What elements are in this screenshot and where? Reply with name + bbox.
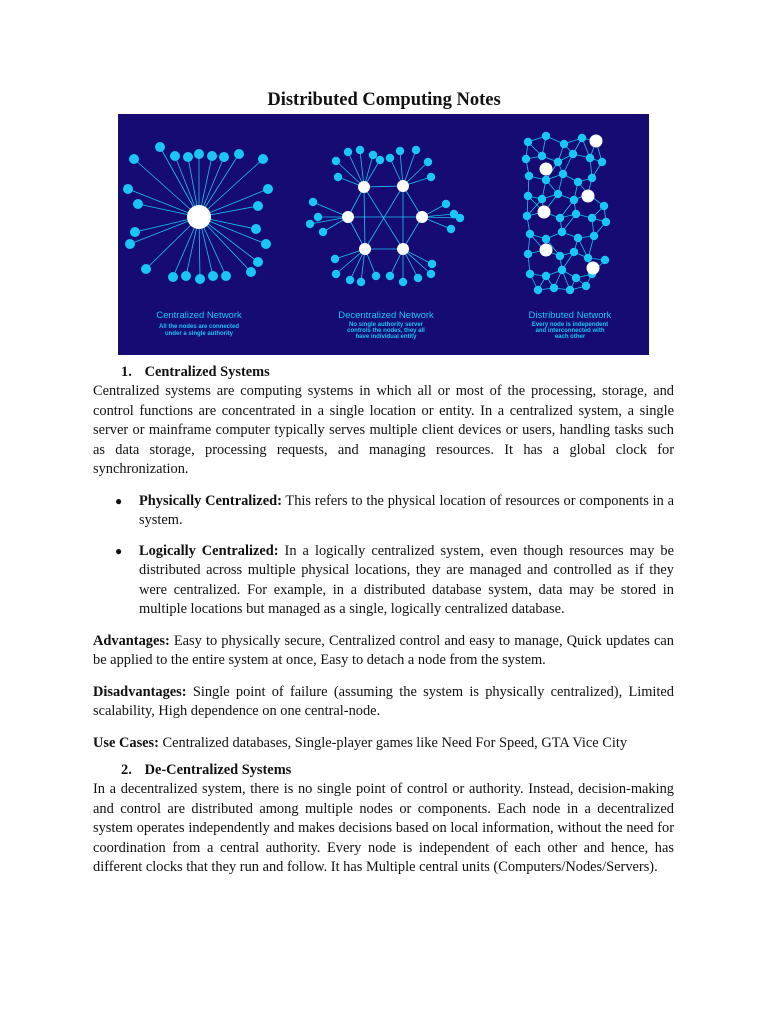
bullet-term: Logically Centralized:: [139, 542, 279, 559]
distributed-node: [542, 176, 550, 184]
distributed-node: [542, 272, 550, 280]
disadvantages-paragraph: [93, 683, 674, 722]
distributed-node: [598, 158, 606, 166]
decentralized-leaf-node: [331, 255, 339, 263]
decentralized-leaf-node: [319, 228, 327, 236]
centralized-leaf-node: [183, 152, 193, 162]
decentralized-leaf-node: [456, 214, 464, 222]
decentralized-leaf-node: [309, 198, 317, 206]
distributed-node: [602, 218, 610, 226]
distributed-node: [600, 202, 608, 210]
distributed-node: [523, 212, 531, 220]
network-edge: [364, 187, 365, 249]
distributed-server-node: [540, 244, 553, 257]
advantages-text: Easy to physically secure, Centralized control and easy to manage, Quick updates can be applied to the entire system at once, Easy to detach a node from the system.: [93, 632, 674, 668]
decentralized-leaf-node: [442, 200, 450, 208]
bullet-marker: ●: [115, 543, 123, 558]
centralized-bullet-list: [93, 492, 674, 620]
caption-decentralized-sub2: controls the nodes, they all: [347, 328, 425, 334]
distributed-node: [574, 234, 582, 242]
decentralized-hub-node: [342, 211, 354, 223]
section-heading-text: De-Centralized Systems: [144, 762, 292, 778]
caption-centralized-title: Centralized Network: [156, 310, 242, 321]
distributed-node: [524, 250, 532, 258]
decentralized-leaf-node: [428, 260, 436, 268]
disadvantages-text: Single point of failure (assuming the system is physically centralized), Limited scalability, High dependence on one central-node.: [93, 683, 674, 719]
network-edge: [134, 159, 199, 217]
decentralized-leaf-node: [372, 272, 380, 280]
distributed-node: [566, 286, 574, 294]
distributed-node: [522, 155, 530, 163]
disadvantages-label: Disadvantages:: [93, 683, 187, 700]
decentralized-leaf-node: [314, 213, 322, 221]
centralized-leaf-node: [251, 224, 261, 234]
network-diagram: [118, 114, 649, 355]
centralized-leaf-node: [194, 149, 204, 159]
decentralized-hub-node: [397, 180, 409, 192]
caption-distributed-sub2: and interconnected with: [535, 328, 605, 334]
use-cases-label: Use Cases:: [93, 734, 159, 751]
distributed-server-node: [540, 163, 553, 176]
caption-centralized-sub2: under a single authority: [164, 331, 234, 337]
centralized-leaf-node: [130, 227, 140, 237]
caption-decentralized-sub1: No single authority server: [348, 322, 424, 328]
decentralized-leaf-node: [386, 154, 394, 162]
bullet-term: Physically Centralized:: [139, 492, 282, 509]
centralized-leaf-node: [221, 271, 231, 281]
decentralized-leaf-node: [414, 274, 422, 282]
distributed-node: [570, 196, 578, 204]
distributed-node: [542, 235, 550, 243]
centralized-leaf-node: [123, 184, 133, 194]
distributed-node: [570, 248, 578, 256]
distributed-node: [542, 132, 550, 140]
caption-decentralized-title: Decentralized Network: [338, 310, 434, 321]
network-types-figure: [118, 114, 649, 355]
use-cases-paragraph: [93, 734, 674, 754]
caption-distributed-sub1: Every node is independent: [531, 322, 609, 328]
centralized-leaf-node: [253, 257, 263, 267]
centralized-leaf-node: [129, 154, 139, 164]
centralized-leaf-node: [168, 272, 178, 282]
decentralized-leaf-node: [369, 151, 377, 159]
bullet-text: In a logically centralized system, even though resources may be distributed across multiple physical locations, they are managed and controlled as if they were centralized. For example, in a distributed database system, data may be stored in multiple locations but managed as a single, logically centralized database.: [139, 542, 674, 617]
centralized-leaf-node: [208, 271, 218, 281]
section-heading-text: Centralized Systems: [144, 364, 270, 380]
decentralized-leaf-node: [386, 272, 394, 280]
distributed-server-node: [590, 135, 603, 148]
distributed-node: [578, 134, 586, 142]
distributed-node: [538, 195, 546, 203]
distributed-server-node: [587, 262, 600, 275]
distributed-node: [524, 192, 532, 200]
centralized-hub-node: [187, 205, 211, 229]
section-number: 1.: [121, 364, 132, 380]
distributed-node: [524, 138, 532, 146]
caption-distributed-sub3: each other: [554, 334, 586, 340]
advantages-label: Advantages:: [93, 632, 170, 649]
bullet-text: This refers to the physical location of resources or components in a system.: [139, 492, 674, 528]
decentralized-leaf-node: [332, 270, 340, 278]
decentralized-leaf-node: [306, 220, 314, 228]
decentralized-leaf-node: [344, 148, 352, 156]
distributed-node: [554, 158, 562, 166]
caption-decentralized-sub3: have individual entity: [355, 334, 417, 340]
distributed-node: [574, 178, 582, 186]
distributed-node: [558, 228, 566, 236]
distributed-node: [525, 172, 533, 180]
centralized-leaf-node: [141, 264, 151, 274]
distributed-node: [558, 266, 566, 274]
document-body: [93, 362, 674, 878]
use-cases-text: Centralized databases, Single-player games like Need For Speed, GTA Vice City: [158, 734, 628, 751]
distributed-node: [538, 152, 546, 160]
decentralized-leaf-node: [427, 173, 435, 181]
document-title: Distributed Computing Notes: [267, 90, 501, 110]
network-edge: [199, 159, 263, 217]
decentralized-leaf-node: [412, 146, 420, 154]
centralized-leaf-node: [219, 152, 229, 162]
decentralized-leaf-node: [396, 147, 404, 155]
distributed-node: [590, 232, 598, 240]
distributed-node: [586, 154, 594, 162]
distributed-node: [588, 174, 596, 182]
centralized-leaf-node: [263, 184, 273, 194]
decentralized-hub-node: [397, 243, 409, 255]
decentralized-hub-node: [416, 211, 428, 223]
distributed-node: [556, 252, 564, 260]
advantages-paragraph: [93, 632, 674, 671]
distributed-node: [526, 270, 534, 278]
distributed-server-node: [538, 206, 551, 219]
section-number: 2.: [121, 762, 132, 778]
centralized-leaf-node: [133, 199, 143, 209]
distributed-node: [550, 284, 558, 292]
decentralized-leaf-node: [424, 158, 432, 166]
decentralized-leaf-node: [357, 278, 365, 286]
distributed-node: [601, 256, 609, 264]
decentralized-hub-node: [359, 243, 371, 255]
distributed-node: [554, 190, 562, 198]
decentralized-leaf-node: [376, 156, 384, 164]
distributed-server-node: [582, 190, 595, 203]
decentralized-leaf-node: [447, 225, 455, 233]
distributed-node: [556, 214, 564, 222]
distributed-node: [572, 274, 580, 282]
decentralized-leaf-node: [334, 173, 342, 181]
decentralized-intro-paragraph: In a decentralized system, there is no single point of control or authority. Instead, decision-making and control are distributed among multiple nodes or components. Each node in a decentralized system operates independently and makes decisions based on local information, without the need for coordination from a central authority. Every node is independent of each other and hence, has different clocks that they run and follow. It has Multiple central units (Computers/Nodes/Servers).: [93, 781, 674, 875]
caption-centralized-sub1: All the nodes are connected: [158, 324, 240, 330]
distributed-node: [534, 286, 542, 294]
centralized-leaf-node: [234, 149, 244, 159]
distributed-node: [526, 230, 534, 238]
section-heading-centralized: [93, 362, 674, 382]
decentralized-hub-node: [358, 181, 370, 193]
centralized-leaf-node: [155, 142, 165, 152]
distributed-node: [572, 210, 580, 218]
centralized-leaf-node: [261, 239, 271, 249]
bullet-physically-centralized: [115, 492, 674, 531]
centralized-leaf-node: [253, 201, 263, 211]
centralized-intro-paragraph: Centralized systems are computing systems in which all or most of the processing, storage, and control functions are concentrated in a single location or entity. In a centralized system, a single server or mainframe computer typically serves multiple client devices or users, handling tasks such as data storage, processing requests, and managing resources. It has a global clock for synchronization.: [93, 383, 674, 477]
decentralized-leaf-node: [399, 278, 407, 286]
decentralized-leaf-node: [427, 270, 435, 278]
distributed-node: [582, 282, 590, 290]
centralized-leaf-node: [246, 267, 256, 277]
bullet-logically-centralized: [115, 542, 674, 620]
distributed-node: [559, 170, 567, 178]
bullet-marker: ●: [115, 493, 123, 508]
distributed-node: [560, 140, 568, 148]
centralized-leaf-node: [170, 151, 180, 161]
centralized-leaf-node: [258, 154, 268, 164]
decentralized-leaf-node: [346, 276, 354, 284]
centralized-leaf-node: [181, 271, 191, 281]
distributed-node: [588, 214, 596, 222]
caption-distributed-title: Distributed Network: [528, 310, 612, 321]
section-heading-decentralized: [93, 760, 674, 780]
centralized-leaf-node: [195, 274, 205, 284]
distributed-node: [584, 254, 592, 262]
decentralized-leaf-node: [356, 146, 364, 154]
decentralized-leaf-node: [332, 157, 340, 165]
centralized-leaf-node: [125, 239, 135, 249]
distributed-node: [569, 150, 577, 158]
centralized-leaf-node: [207, 151, 217, 161]
